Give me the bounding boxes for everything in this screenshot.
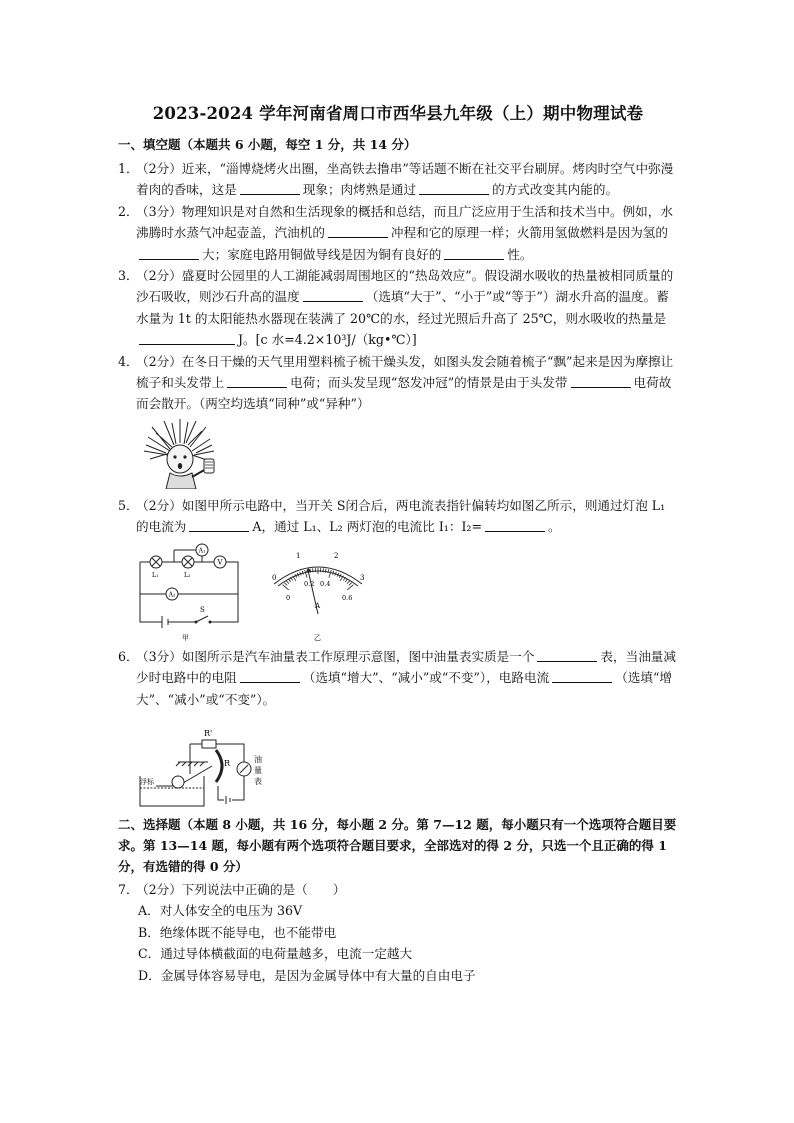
circuit-figure-5 bbox=[138, 542, 678, 642]
question-number: 3． bbox=[118, 268, 139, 284]
question-number: 4． bbox=[118, 353, 139, 369]
scale-top-0: 0 bbox=[272, 573, 277, 582]
ammeter-a1-label: A₁ bbox=[198, 547, 206, 555]
answer-blank bbox=[485, 518, 545, 532]
lamp-l1-label: L₁ bbox=[152, 571, 159, 579]
scale-bottom-0: 0 bbox=[286, 593, 291, 602]
answer-blank bbox=[240, 669, 300, 683]
question-number: 6． bbox=[118, 648, 139, 664]
question-3: 3． （2分）盛夏时公园里的人工湖能减弱周围地区的“热岛效应”。假设湖水吸收的热量被相同质量的沙石吸收，则沙石升高的温度 （选填“大于”、“小于”或“等于”）湖水升高的温度。蓄水量为 1t 的太阳能热水器现在装满了 20℃的水，经过光照后升高了 25℃，则水吸收的热量是J。[c 水=4.2×10³J/（kg•℃）] bbox=[118, 265, 678, 351]
answer-blank bbox=[328, 224, 388, 238]
page-title: 2023-2024 学年河南省周口市西华县九年级（上）期中物理试卷 bbox=[152, 104, 644, 123]
section-heading-choice: 二、选择题（本题 8 小题，共 16 分，每小题 2 分。第 7—12 题，每小题只有一个选项符合题目要求。第 13—14 题，每小题有两个选项符合题目要求，全部选对的得 2 分，只选一个且正确的得 1 分，有选错的得 0 分） bbox=[118, 816, 677, 874]
answer-blank bbox=[303, 288, 363, 302]
option-a: A．对人体安全的电压为 36V bbox=[138, 903, 303, 919]
option-b: B．绝缘体既不能导电，也不能带电 bbox=[138, 924, 337, 940]
answer-blank bbox=[227, 374, 287, 388]
question-2: 2． （3分）物理知识是对自然和生活现象的概括和总结，而且广泛应用于生活和技术当中。例如，水沸腾时水蒸气冲起壶盖，汽油机的 冲程和它的原理一样；火箭用氢做燃料是因为氢的大；家庭电路用铜做导线是因为铜有良好的 性。 bbox=[118, 201, 678, 265]
resistor-r-prime-label: R' bbox=[204, 728, 213, 738]
option-d: D．金属导体容易导电，是因为金属导体中有大量的自由电子 bbox=[138, 967, 476, 983]
question-stem: （2分）下列说法中正确的是（ ） bbox=[136, 881, 346, 897]
question-number: 1． bbox=[118, 161, 139, 176]
dial-unit: A bbox=[315, 601, 321, 610]
answer-blank bbox=[139, 246, 199, 260]
scale-bottom-1: 0.2 bbox=[304, 579, 315, 588]
figure-label-yi: 乙 bbox=[314, 633, 321, 642]
scale-top-3: 3 bbox=[360, 573, 365, 582]
scale-bottom-2: 0.4 bbox=[320, 579, 331, 588]
scale-top-1: 1 bbox=[296, 551, 301, 560]
figure-label-jia: 甲 bbox=[182, 633, 189, 642]
exam-page bbox=[118, 100, 678, 986]
voltmeter-label: V bbox=[217, 558, 223, 567]
dial-tick bbox=[284, 582, 287, 585]
section-heading-fill-in: 一、填空题（本题共 6 小题，每空 1 分，共 14 分） bbox=[118, 137, 417, 152]
meter-label-3: 表 bbox=[254, 776, 262, 786]
float-label: 浮标 bbox=[140, 777, 154, 786]
lamp-l2-label: L₂ bbox=[184, 571, 191, 579]
dial-tick bbox=[345, 579, 348, 582]
answer-blank bbox=[537, 648, 597, 662]
question-1: 1． （2分）近来，“淄博烧烤火出圈，坐高铁去撸串”等话题不断在社交平台刷屏。烤肉时空气中弥漫着肉的香味，这是 现象；肉烤熟是通过 的方式改变其内能的。 bbox=[118, 158, 678, 201]
circuit-and-ammeter-diagram bbox=[138, 542, 378, 642]
answer-blank bbox=[419, 181, 489, 195]
answer-blank bbox=[240, 181, 300, 195]
fuel-gauge-diagram bbox=[138, 714, 278, 808]
question-number: 5． bbox=[118, 497, 139, 513]
dial-tick bbox=[347, 580, 350, 583]
dial-tick bbox=[328, 569, 329, 573]
fuel-gauge-figure bbox=[138, 714, 678, 810]
question-4: 4． （2分）在冬日干燥的天气里用塑料梳子梳干燥头发，如图头发会随着梳子“飘”起来是因为摩擦让梳子和头发带上 电荷；而头发呈现“怒发冲冠”的情景是由于头发带 电荷故而会散开。（两空均选填“同种”或“异种”） bbox=[118, 351, 678, 415]
dial-tick bbox=[283, 584, 289, 589]
scale-bottom-3: 0.6 bbox=[342, 593, 353, 602]
dial-tick bbox=[349, 582, 352, 585]
dial-tick bbox=[347, 584, 353, 589]
dial-tick bbox=[288, 579, 291, 582]
option-c: C．通过导体横截面的电荷量越多，电流一定越大 bbox=[138, 946, 413, 962]
resistor-r-label: R bbox=[224, 758, 231, 768]
question-6: 6． （3分）如图所示是汽车油量表工作原理示意图，图中油量表实质是一个 表，当油量减少时电路中的电阻 （选填“增大”、“减小”或“不变”），电路电流 （选填“增大”、“减小”或“不变”）。 bbox=[118, 646, 678, 710]
hair-comb-figure bbox=[140, 419, 678, 491]
girl-static-hair-image bbox=[140, 419, 240, 489]
switch-label: S bbox=[200, 605, 205, 614]
dial-tick bbox=[286, 580, 289, 583]
ammeter-a2-label: A₂ bbox=[168, 591, 176, 599]
question-7 bbox=[118, 879, 678, 900]
question-number: 7． bbox=[118, 881, 139, 897]
answer-blank bbox=[571, 374, 631, 388]
meter-label-1: 油 bbox=[254, 754, 262, 764]
scale-top-2: 2 bbox=[334, 551, 339, 560]
dial-tick bbox=[329, 570, 331, 578]
answer-blank bbox=[552, 669, 612, 683]
question-5: 5． （2分）如图甲所示电路中，当开关 S闭合后，两电流表指针偏转均如图乙所示，则通过灯泡 L₁ 的电流为 A，通过 L₁、L₂ 两灯泡的电流比 I₁：I₂= 。 bbox=[118, 495, 678, 538]
answer-blank bbox=[139, 331, 235, 345]
answer-blank bbox=[189, 518, 249, 532]
meter-label-2: 量 bbox=[254, 765, 262, 775]
question-number: 2． bbox=[118, 203, 139, 219]
answer-blank bbox=[444, 246, 504, 260]
